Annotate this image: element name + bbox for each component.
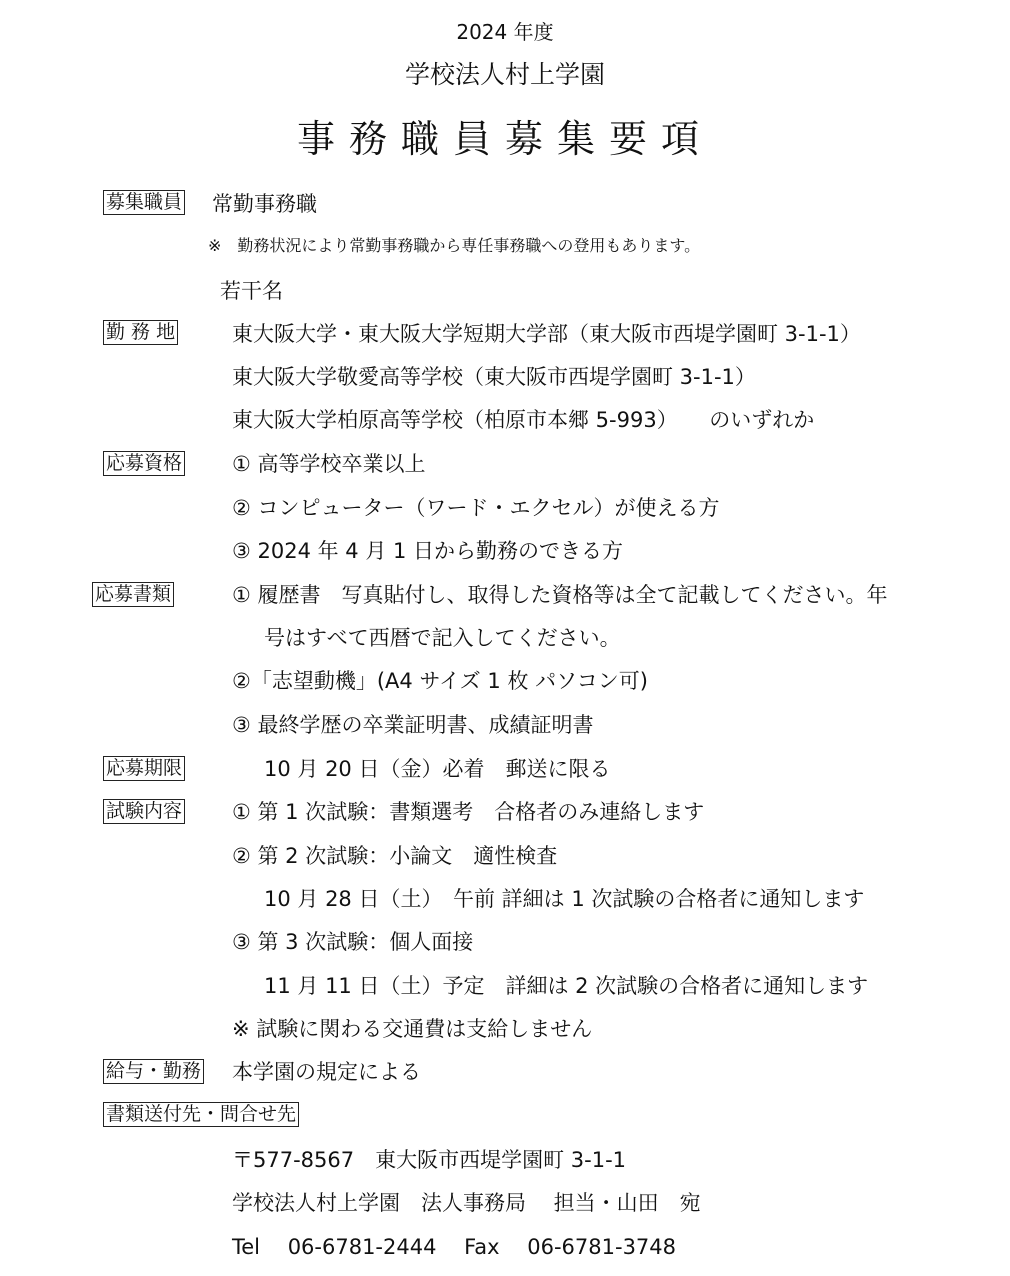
label-workplace: 勤 務 地 <box>103 320 178 345</box>
qualification-line: ③ 2024 年 4 月 1 日から勤務のできる方 <box>232 539 624 563</box>
position-note: ※ 勤務状況により常勤事務職から専任事務職への登用もあります。 <box>208 236 701 255</box>
qualification-line: ② コンピューター（ワード・エクセル）が使える方 <box>232 496 720 520</box>
label-deadline: 応募期限 <box>103 756 185 781</box>
exam-line: ② 第 2 次試験：小論文 適性検査 <box>232 844 558 868</box>
exam-line: ※ 試験に関わる交通費は支給しません <box>232 1017 593 1041</box>
documents-line: ① 履歴書 写真貼付し、取得した資格等は全て記載してください。年 <box>232 583 888 607</box>
label-salary: 給与・勤務 <box>103 1059 204 1084</box>
exam-line: ③ 第 3 次試験：個人面接 <box>232 930 474 954</box>
label-exam: 試験内容 <box>103 799 185 824</box>
exam-line: 11 月 11 日（土）予定 詳細は 2 次試験の合格者に通知します <box>264 974 869 998</box>
label-documents: 応募書類 <box>92 582 174 607</box>
label-contact: 書類送付先・問合せ先 <box>103 1102 299 1127</box>
label-qualification: 応募資格 <box>103 451 185 476</box>
contact-line: Tel 06-6781-2444 Fax 06-6781-3748 <box>232 1235 677 1259</box>
page-title: 事務職員募集要項 <box>296 117 713 161</box>
documents-line: ②「志望動機」(A4 サイズ 1 枚 パソコン可) <box>232 669 648 693</box>
workplace-line: 東大阪大学柏原高等学校（柏原市本郷 5-993） のいずれか <box>232 408 815 432</box>
exam-line: 10 月 28 日（土） 午前 詳細は 1 次試験の合格者に通知します <box>264 887 865 911</box>
contact-line: 〒577-8567 東大阪市西堤学園町 3-1-1 <box>232 1148 627 1172</box>
workplace-line: 東大阪大学敬愛高等学校（東大阪市西堤学園町 3-1-1） <box>232 365 756 389</box>
workplace-line: 東大阪大学・東大阪大学短期大学部（東大阪市西堤学園町 3-1-1） <box>232 322 861 346</box>
fiscal-year: 2024 年度 <box>456 20 554 44</box>
exam-line: ① 第 1 次試験：書類選考 合格者のみ連絡します <box>232 800 705 824</box>
documents-line: 号はすべて西暦で記入してください。 <box>264 626 621 650</box>
qualification-line: ① 高等学校卒業以上 <box>232 452 426 476</box>
documents-line: ③ 最終学歴の卒業証明書、成績証明書 <box>232 713 594 737</box>
deadline-value: 10 月 20 日（金）必着 郵送に限る <box>264 757 611 781</box>
position-count: 若干名 <box>220 279 283 303</box>
label-position: 募集職員 <box>103 190 185 215</box>
salary-value: 本学園の規定による <box>232 1060 421 1084</box>
contact-line: 学校法人村上学園 法人事務局 担当・山田 宛 <box>232 1191 701 1215</box>
position-value: 常勤事務職 <box>212 192 317 216</box>
organization-name: 学校法人村上学園 <box>404 60 605 89</box>
